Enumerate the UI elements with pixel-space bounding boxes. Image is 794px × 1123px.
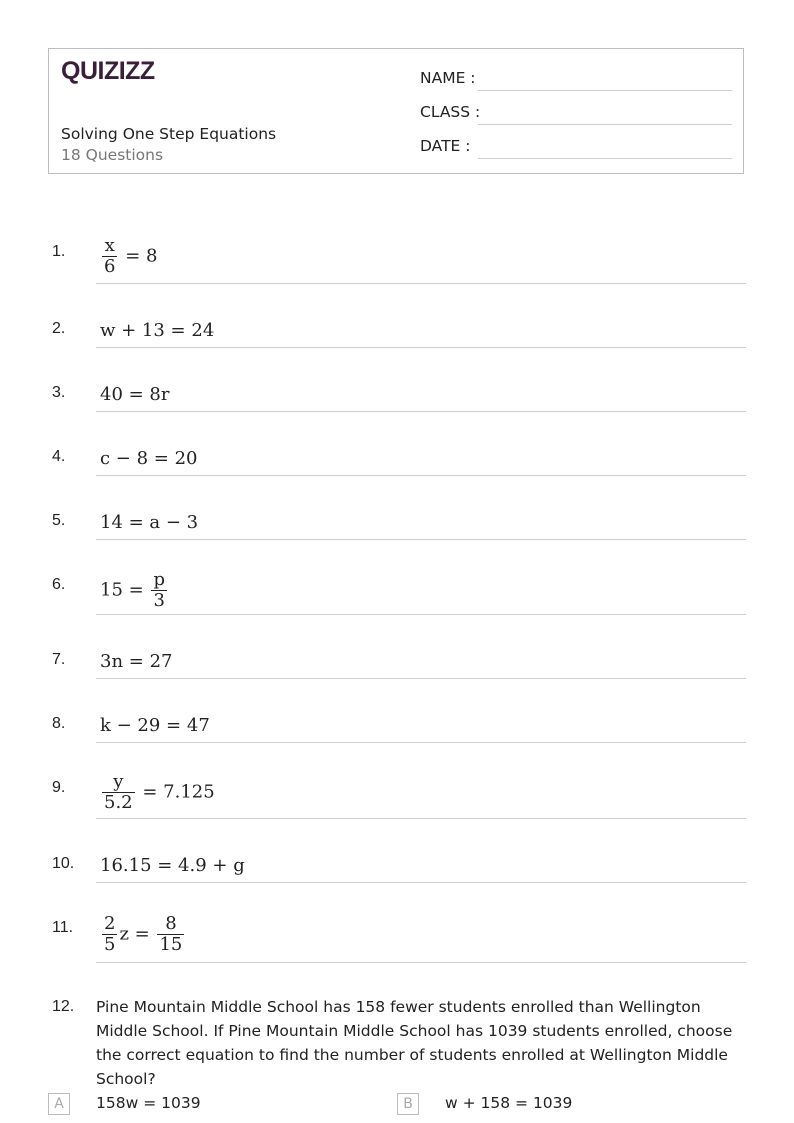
name-label: NAME : xyxy=(420,69,476,87)
option-a-box[interactable]: A xyxy=(48,1093,70,1115)
date-field[interactable] xyxy=(478,158,732,159)
question-number: 9. xyxy=(52,779,66,796)
option-b-text[interactable]: w + 158 = 1039 xyxy=(445,1094,573,1112)
answer-line[interactable] xyxy=(96,678,746,679)
question-number: 12. xyxy=(52,998,75,1015)
question-number: 7. xyxy=(52,651,66,668)
quizizz-logo: QUIZIZZ xyxy=(61,57,155,85)
worksheet-header xyxy=(48,48,744,174)
name-field[interactable] xyxy=(478,90,732,91)
answer-line[interactable] xyxy=(96,411,746,412)
question-number: 3. xyxy=(52,384,66,401)
question-equation: k − 29 = 47 xyxy=(100,715,210,736)
answer-line[interactable] xyxy=(96,962,746,963)
fraction: $\frac{p}{3}$ xyxy=(153,569,165,611)
question-equation: $\frac{2}{5}$ z = $\frac{8}{15}$ xyxy=(104,913,183,955)
class-field[interactable] xyxy=(478,124,732,125)
question-number: 5. xyxy=(52,512,66,529)
answer-line[interactable] xyxy=(96,283,746,284)
question-number: 4. xyxy=(52,448,66,465)
question-number: 1. xyxy=(52,243,66,260)
question-text: Pine Mountain Middle School has 158 fewer students enrolled than Wellington Middle School. If Pine Mountain Middle School has 1039 students enrolled, choose the correct equation to find the number of students enrolled at Wellington Middle School? xyxy=(96,998,733,1088)
answer-line[interactable] xyxy=(96,882,746,883)
answer-line[interactable] xyxy=(96,475,746,476)
question-equation: 15 = $\frac{p}{3}$ xyxy=(100,569,165,611)
fraction: $\frac{y}{5.2}$ xyxy=(104,771,133,813)
question-equation: $\frac{x}{6}$ = 8 xyxy=(104,235,158,277)
question-count: 18 Questions xyxy=(61,146,164,164)
question-number: 2. xyxy=(52,320,66,337)
option-a-text[interactable]: 158w = 1039 xyxy=(96,1094,201,1112)
answer-line[interactable] xyxy=(96,347,746,348)
question-equation: 40 = 8r xyxy=(100,384,170,405)
question-number: 8. xyxy=(52,715,66,732)
fraction: $\frac{2}{5}$ xyxy=(104,913,116,955)
fraction: $\frac{8}{15}$ xyxy=(159,913,183,955)
worksheet-title: Solving One Step Equations xyxy=(61,125,277,143)
question-number: 6. xyxy=(52,576,66,593)
question-number: 11. xyxy=(52,919,74,936)
question-number: 10. xyxy=(52,855,75,872)
question-equation: c − 8 = 20 xyxy=(100,448,198,469)
question-equation: 3n = 27 xyxy=(100,651,173,672)
answer-line[interactable] xyxy=(96,539,746,540)
date-label: DATE : xyxy=(420,137,471,155)
question-equation: 14 = a − 3 xyxy=(100,512,199,533)
question-equation: $\frac{y}{5.2}$ = 7.125 xyxy=(104,771,215,813)
answer-line[interactable] xyxy=(96,742,746,743)
answer-line[interactable] xyxy=(96,614,746,615)
fraction: $\frac{x}{6}$ xyxy=(104,235,116,277)
question-equation: 16.15 = 4.9 + g xyxy=(100,855,245,876)
question-equation: w + 13 = 24 xyxy=(100,320,215,341)
answer-line[interactable] xyxy=(96,818,746,819)
class-label: CLASS : xyxy=(420,103,481,121)
option-b-box[interactable]: B xyxy=(397,1093,419,1115)
